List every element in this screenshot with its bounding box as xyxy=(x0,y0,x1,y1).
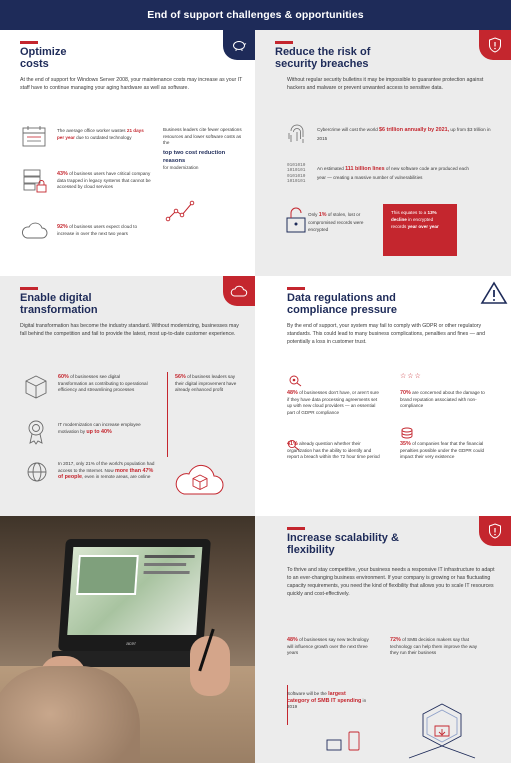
stat-encrypted-records: Only 1% of stolen, lost or compromised records were encrypted xyxy=(308,212,364,232)
section-title xyxy=(287,292,397,316)
laptop-user-photo xyxy=(0,516,255,763)
stat-technology-growth: 48% of businesses say new technology will influence growth over the next three years xyxy=(287,637,369,656)
stat-code-lines: An estimated 111 billion lines of new software code are produced each year — creating a massive number of vulnerabilities xyxy=(317,166,469,180)
person-hair xyxy=(0,666,140,763)
panel-optimize-costs xyxy=(0,30,255,276)
panel-compliance xyxy=(255,276,511,516)
stat-data-agreements: 48% of businesses don't have, or aren't sure if they have data processing agreements set up with new cloud providers — an essential part of GDPR compliance xyxy=(287,390,379,415)
shield-icon xyxy=(479,516,511,546)
cloud-icon xyxy=(20,222,48,240)
stat-profit-enhanced: 56% of business leaders say their digital improvement have already enhanced profit xyxy=(175,374,237,393)
screen-photo-thumbnail xyxy=(76,555,139,595)
globe-icon xyxy=(26,461,48,483)
stat-smb-technology: 72% of SMB decision makers say that technology can help them improve the way they run their business xyxy=(390,637,478,656)
encrypted-decline-callout: This equates to a 13% decline in encrypted records year over year xyxy=(383,204,457,256)
laptop-screen-display xyxy=(67,547,202,635)
section-title xyxy=(275,46,370,70)
title-line-2: flexibility xyxy=(287,544,335,556)
stat-cloud-expect: 92% of business users expect cloud to increase in over the next two years xyxy=(57,224,137,236)
cloud-icon xyxy=(223,276,255,306)
section-accent-bar xyxy=(275,41,293,44)
stat-cybercrime-cost: Cybercrime will cost the world $6 trillion annually by 2021, up from $3 trillion in 2015 xyxy=(317,127,491,141)
cube-icon xyxy=(24,374,48,400)
award-icon xyxy=(26,419,46,445)
stat-financial-penalties: 35% of companies fear that the financial penalties possible under the GDPR could impact their very existence xyxy=(400,441,485,460)
section-title xyxy=(287,532,399,556)
page-header xyxy=(0,0,511,30)
open-lock-icon xyxy=(285,206,307,234)
cloud-cube-illustration xyxy=(172,462,228,498)
stat-cost-reasons: Business leaders cite fewer operations resources and lower software costs as the top two cost reduction reasons for modernization xyxy=(163,127,242,170)
title-line-1: Data regulations and xyxy=(287,292,396,304)
section-intro: At the end of support for Windows Server 2008, your maintenance costs may increase as your IT staff have to continue managing your aging hardware as well as software. xyxy=(20,77,243,91)
server-lock-icon xyxy=(22,168,48,194)
section-title xyxy=(20,46,66,70)
fingerprint-icon xyxy=(287,123,307,147)
section-intro: Without regular security bulletins it may be impossible to guarantee protection against hackers and malware or prevent unwanted access to sensitive data. xyxy=(287,77,484,91)
right-hand xyxy=(190,636,230,696)
title-line-2: costs xyxy=(20,58,49,70)
title-line-2: security breaches xyxy=(275,58,369,70)
panel-security-breaches xyxy=(255,30,511,276)
shield-icon xyxy=(479,30,511,60)
title-line-1: Increase scalability & xyxy=(287,532,399,544)
stat-employee-motivation: IT modernization can increase employee motivation by up to 40% xyxy=(58,422,141,435)
stat-data-trapped: 43% of business users have critical company data trapped in legacy systems that cannot be accessed by cloud services xyxy=(57,171,151,190)
title-line-2: compliance pressure xyxy=(287,304,398,316)
rating-stars-icon: ☆☆☆ xyxy=(400,373,422,380)
connector-line xyxy=(167,372,168,457)
trend-line-icon xyxy=(165,200,195,222)
screen-text-line xyxy=(143,571,189,574)
panel-digital-transformation xyxy=(0,276,255,516)
section-intro: By the end of support, your system may fail to comply with GDPR or other regulatory standards. This could lead to many business complications, penalties and fines — and potentially a loss in customer trust. xyxy=(287,323,486,345)
title-line-1: Reduce the risk of xyxy=(275,46,371,58)
binary-code-graphic: 0101010 1010101 0101010 1010101 xyxy=(287,163,306,185)
panel-scalability xyxy=(255,516,511,763)
stat-software-spending: Software will be the largest category of SMB IT spending in 2019 xyxy=(287,691,367,710)
section-title xyxy=(20,292,98,316)
title-line-1: Enable digital xyxy=(20,292,92,304)
section-accent-bar xyxy=(287,287,305,290)
stat-internet-access: In 2017, only 21% of the world's population had access to the Internet. Now more than 47% of people, even in remote areas, are online xyxy=(58,461,155,481)
laptop-screen-frame xyxy=(58,539,211,651)
stat-days-wasted: The average office worker wastes 21 days per year due to outdated technology xyxy=(57,128,144,140)
section-intro: Digital transformation has become the industry standard. Without modernizing, businesses may fall behind the competition and fail to provide the latest, most up-to-date customer experience. xyxy=(20,323,239,337)
laptop-brand-logo: acer xyxy=(125,641,137,647)
calendar-icon xyxy=(22,125,46,147)
screen-text-line xyxy=(145,555,195,558)
devices-illustration xyxy=(325,716,395,756)
section-intro: To thrive and stay competitive, your business needs a responsive IT infrastructure to adapt to an ever-changing business environment. If your company is growing or has fluctuating capacity requirements, you need the kind of flexibility that allows you to scale IT resources quickly and cost-effectively. xyxy=(287,567,495,597)
section-accent-bar xyxy=(287,527,305,530)
section-accent-bar xyxy=(20,41,38,44)
title-line-1: Optimize xyxy=(20,46,67,58)
screen-text-line xyxy=(144,563,186,566)
growth-boxes-illustration xyxy=(405,702,479,760)
coins-icon xyxy=(400,427,414,439)
stat-operational-efficiency: 60% of businesses see digital transformation as contributing to operational efficiency and streamlining processes xyxy=(58,374,148,393)
page-title: End of support challenges & opportunities xyxy=(147,9,364,21)
piggy-bank-icon xyxy=(223,30,255,60)
warning-triangle-icon xyxy=(477,276,511,310)
section-accent-bar xyxy=(20,287,38,290)
stat-brand-reputation: 70% are concerned about the damage to brand reputation associated with non-compliance xyxy=(400,390,485,409)
title-line-2: transformation xyxy=(20,304,98,316)
stat-breach-reporting: 41% already question whether their organization has the ability to identify and report a breach within the 72 hour time period xyxy=(287,441,380,460)
regulation-icon xyxy=(287,373,303,387)
